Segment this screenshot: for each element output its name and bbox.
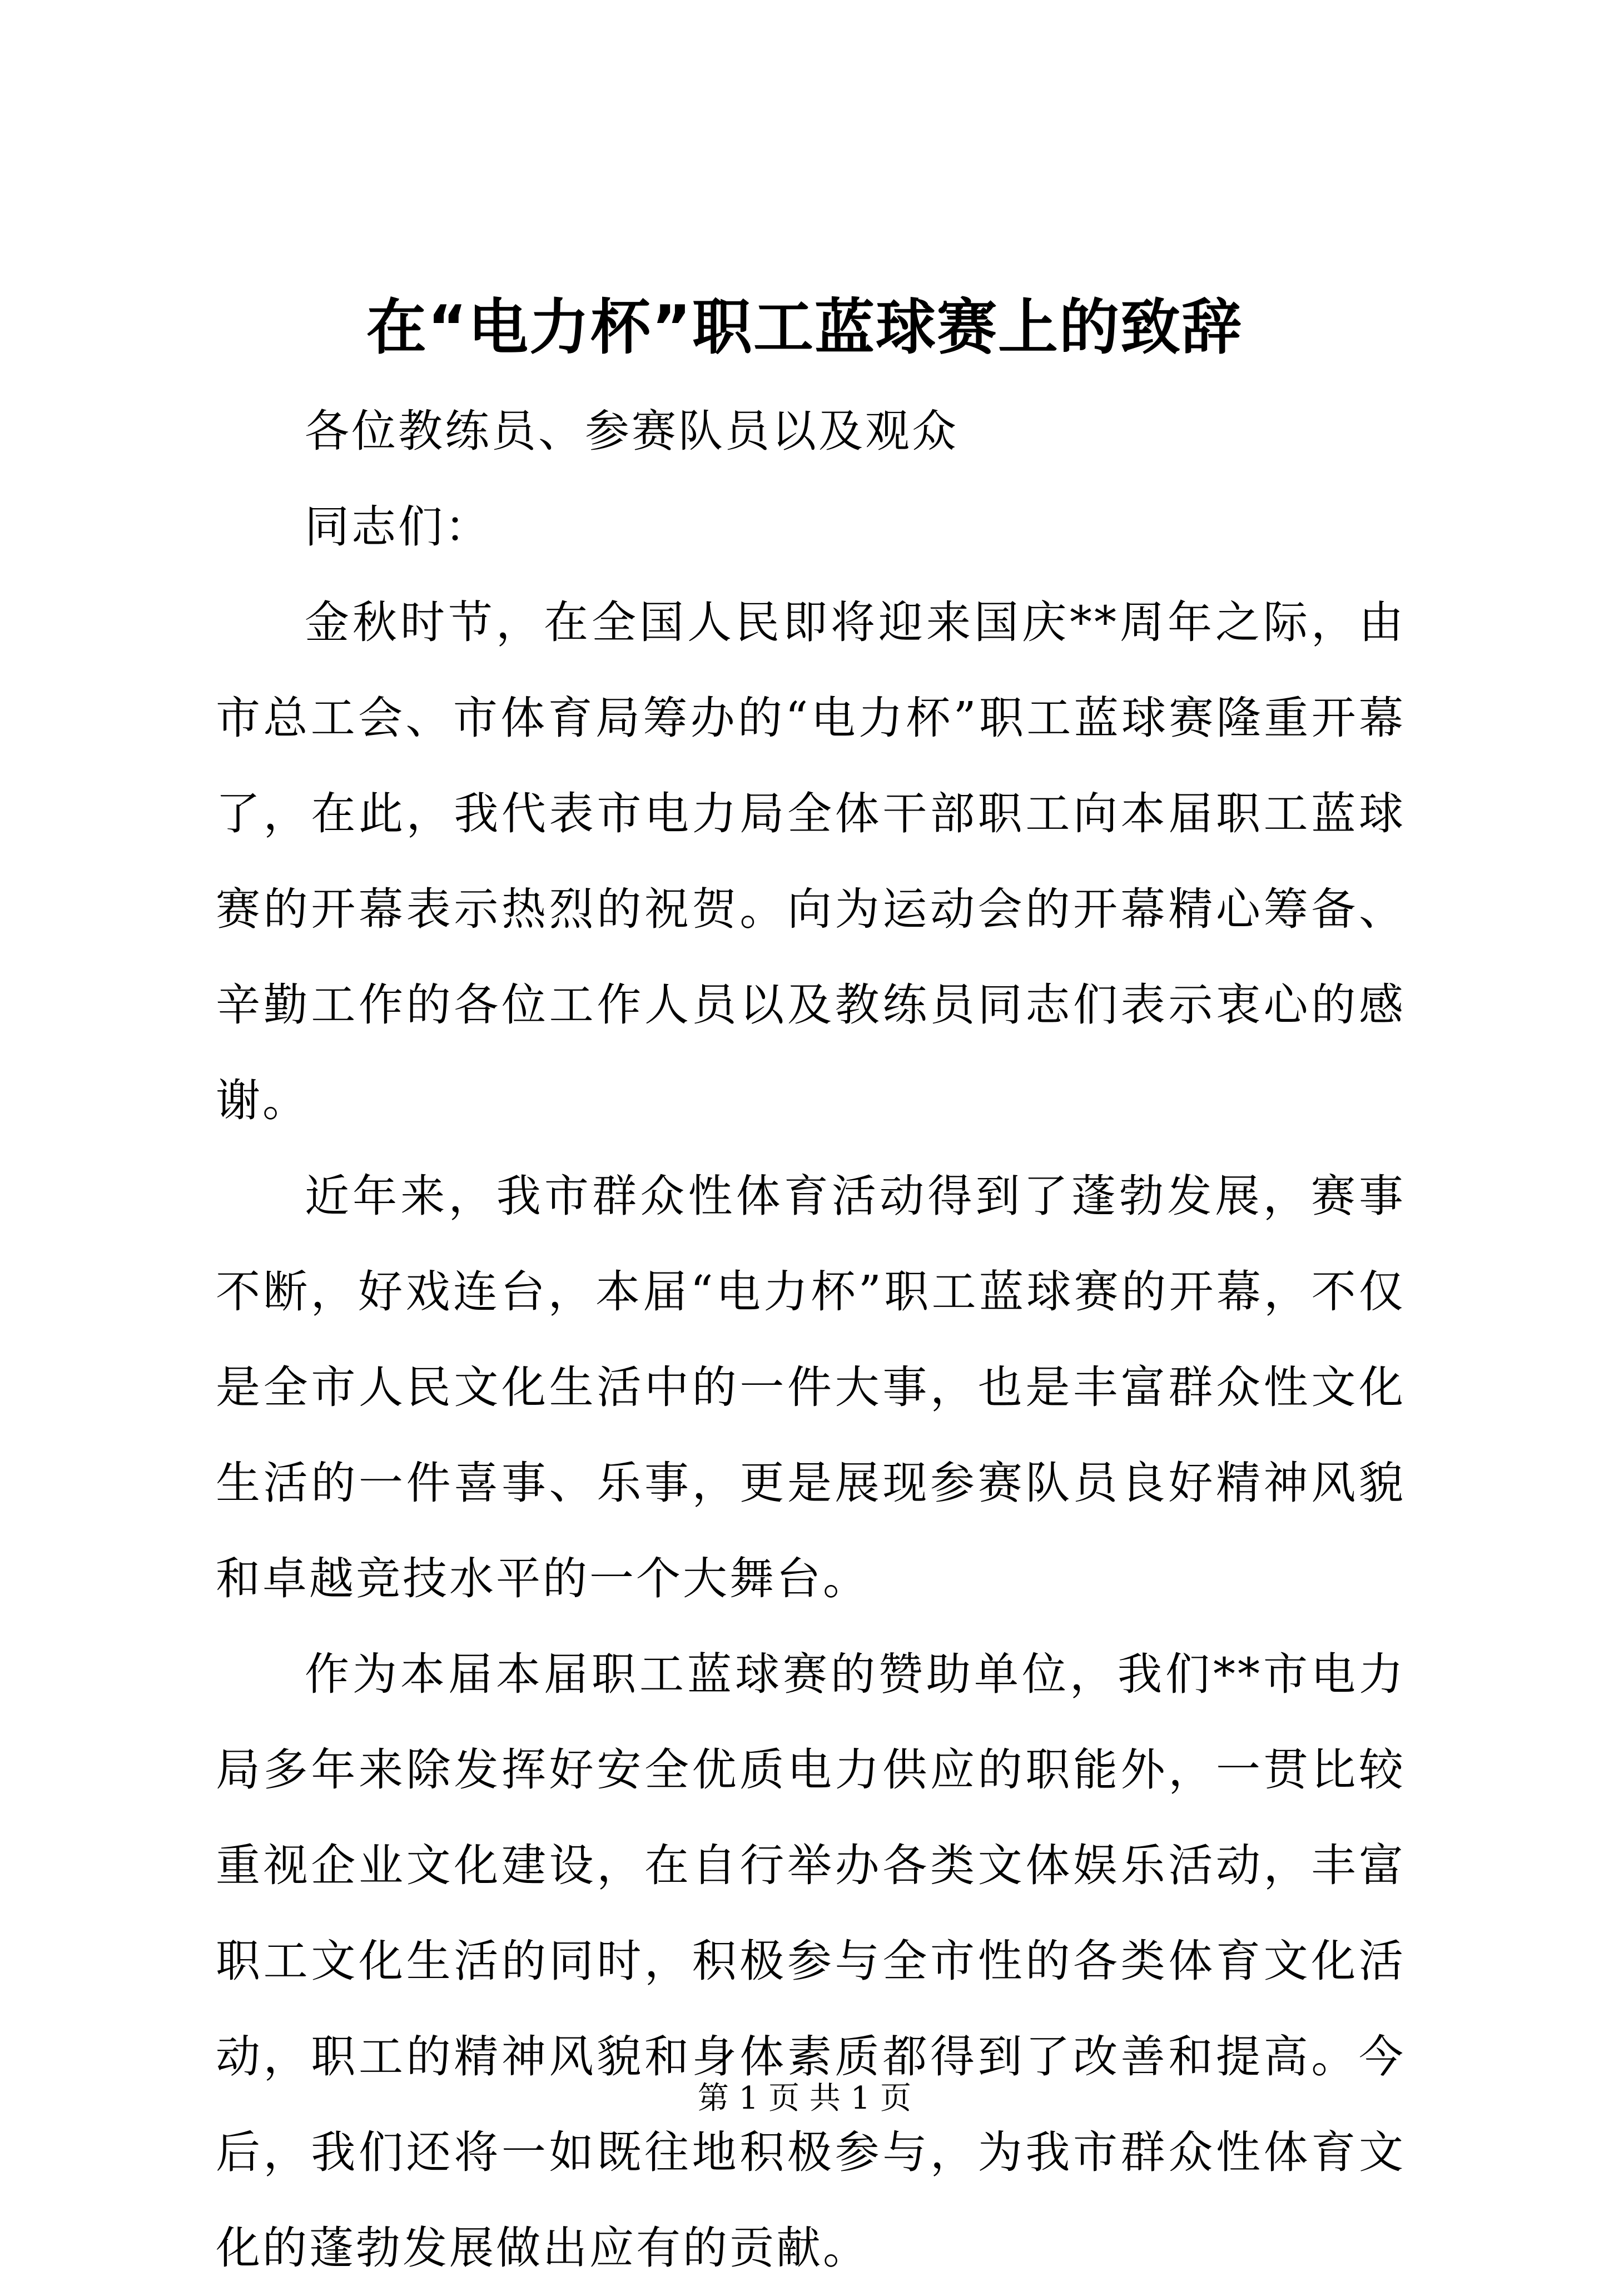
paragraph-2: 近年来，我市群众性体育活动得到了蓬勃发展，赛事不断，好戏连台，本届“电力杯”职工蓝球赛的开幕，不仅是全市人民文化生活中的一件大事，也是丰富群众性文化生活的一件喜事、乐事，更是展现参赛队员良好精神风貌和卓越竞技水平的一个大舞台。 <box>216 1170 1406 1604</box>
paragraph-3: 作为本届本届职工蓝球赛的赞助单位，我们**市电力局多年来除发挥好安全优质电力供应的职能外，一贯比较重视企业文化建设，在自行举办各类文体娱乐活动，丰富职工文化生活的同时，积极参与全市性的各类体育文化活动，职工的精神风貌和身体素质都得到了改善和提高。今后，我们还将一如既往地积极参与，为我市群众性体育文化的蓬勃发展做出应有的贡献。 <box>216 1648 1406 2274</box>
document-body <box>216 384 1406 2296</box>
paragraph-1: 金秋时节，在全国人民即将迎来国庆**周年之际，由市总工会、市体育局筹办的“电力杯”职工蓝球赛隆重开幕了，在此，我代表市电力局全体干部职工向本届职工蓝球赛的开幕表示热烈的祝贺。向为运动会的开幕精心筹备、辛勤工作的各位工作人员以及教练员同志们表示衷心的感谢。 <box>216 597 1406 1126</box>
page-number-footer: 第 1 页 共 1 页 <box>697 2080 912 2116</box>
salutation: 各位教练员、参赛队员以及观众 <box>305 405 959 457</box>
greeting: 同志们： <box>305 501 491 553</box>
document-title: 在“电力杯”职工蓝球赛上的致辞 <box>366 293 1243 362</box>
